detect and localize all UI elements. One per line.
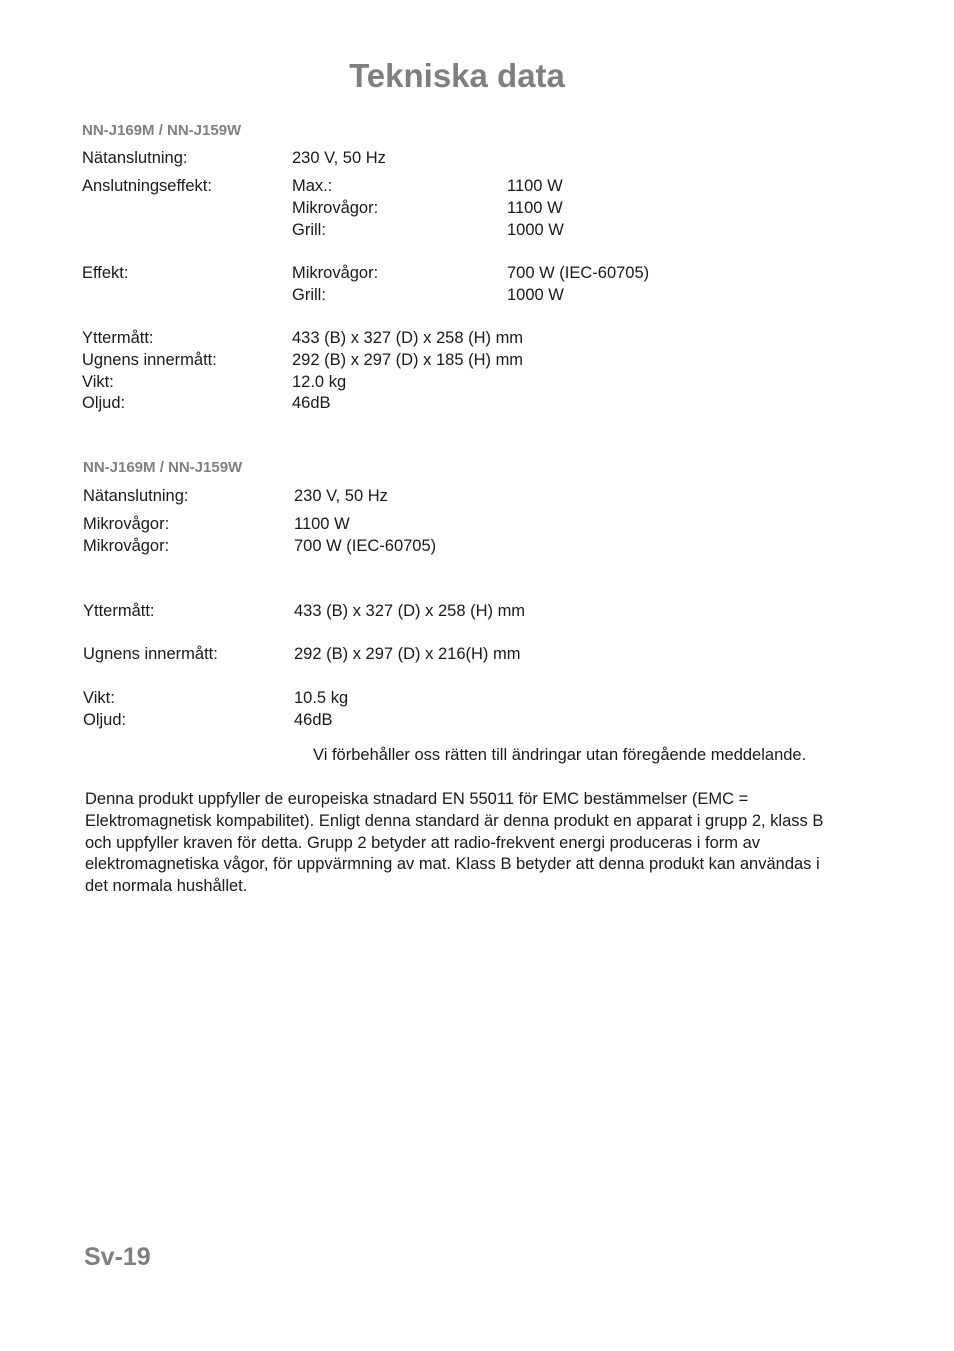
mains-value: 230 V, 50 Hz bbox=[294, 487, 388, 505]
input-row-label: Mikrovågor: bbox=[292, 199, 379, 217]
weight-value: 10.5 kg bbox=[294, 689, 349, 707]
outer-dimensions-label: Yttermått: bbox=[83, 602, 155, 620]
change-notice: Vi förbehåller oss rätten till ändringar utan föregående meddelande. bbox=[313, 746, 807, 764]
outer-dimensions-value: 433 (B) x 327 (D) x 258 (H) mm bbox=[292, 329, 524, 347]
microwave-label: Mikrovågor: bbox=[83, 537, 170, 555]
input-row-label: Max.: bbox=[292, 177, 333, 195]
model-heading: NN-J169M / NN-J159W bbox=[83, 459, 243, 476]
inner-dimensions-label: Ugnens innermått: bbox=[83, 645, 218, 663]
noise-label: Oljud: bbox=[82, 394, 126, 412]
input-row-value: 1100 W bbox=[507, 177, 563, 195]
output-row-value: 1000 W bbox=[507, 286, 564, 304]
weight-value: 12.0 kg bbox=[292, 373, 347, 391]
output-row-value: 700 W (IEC-60705) bbox=[507, 264, 650, 282]
weight-label: Vikt: bbox=[83, 689, 115, 707]
mains-value: 230 V, 50 Hz bbox=[292, 149, 386, 167]
inner-dimensions-value: 292 (B) x 297 (D) x 216(H) mm bbox=[294, 645, 521, 663]
mains-label: Nätanslutning: bbox=[82, 149, 188, 167]
input-row-value: 1000 W bbox=[507, 221, 564, 239]
input-row-label: Grill: bbox=[292, 221, 326, 239]
model-heading: NN-J169M / NN-J159W bbox=[82, 122, 242, 139]
input-row-value: 1100 W bbox=[507, 199, 563, 217]
input-power-label: Anslutningseffekt: bbox=[82, 177, 212, 195]
noise-label: Oljud: bbox=[83, 711, 127, 729]
noise-value: 46dB bbox=[294, 711, 333, 729]
inner-dimensions-value: 292 (B) x 297 (D) x 185 (H) mm bbox=[292, 351, 524, 369]
microwave-label: Mikrovågor: bbox=[83, 515, 170, 533]
output-power-label: Effekt: bbox=[82, 264, 129, 282]
page-number: Sv-19 bbox=[84, 1243, 151, 1271]
microwave-value: 1100 W bbox=[294, 515, 350, 533]
mains-label: Nätanslutning: bbox=[83, 487, 189, 505]
output-row-label: Grill: bbox=[292, 286, 326, 304]
output-row-label: Mikrovågor: bbox=[292, 264, 379, 282]
emc-paragraph: Denna produkt uppfyller de europeiska stnadard EN 55011 för EMC bestämmelser (EMC = Elektromagnetisk kompabilitet). Enligt denna standard är denna produkt en apparat i grupp 2, klass B och uppfyller kraven för detta. Grupp 2 betyder att radio-frekvent energi produceras i form av elektromagnetiska vågor, för uppvärmning av mat. Klass B betyder att denna produkt kan användas i det normala hushållet. bbox=[85, 790, 824, 896]
outer-dimensions-label: Yttermått: bbox=[82, 329, 154, 347]
noise-value: 46dB bbox=[292, 394, 331, 412]
page-title: Tekniska data bbox=[349, 57, 565, 94]
inner-dimensions-label: Ugnens innermått: bbox=[82, 351, 217, 369]
weight-label: Vikt: bbox=[82, 373, 114, 391]
microwave-value: 700 W (IEC-60705) bbox=[294, 537, 437, 555]
outer-dimensions-value: 433 (B) x 327 (D) x 258 (H) mm bbox=[294, 602, 526, 620]
